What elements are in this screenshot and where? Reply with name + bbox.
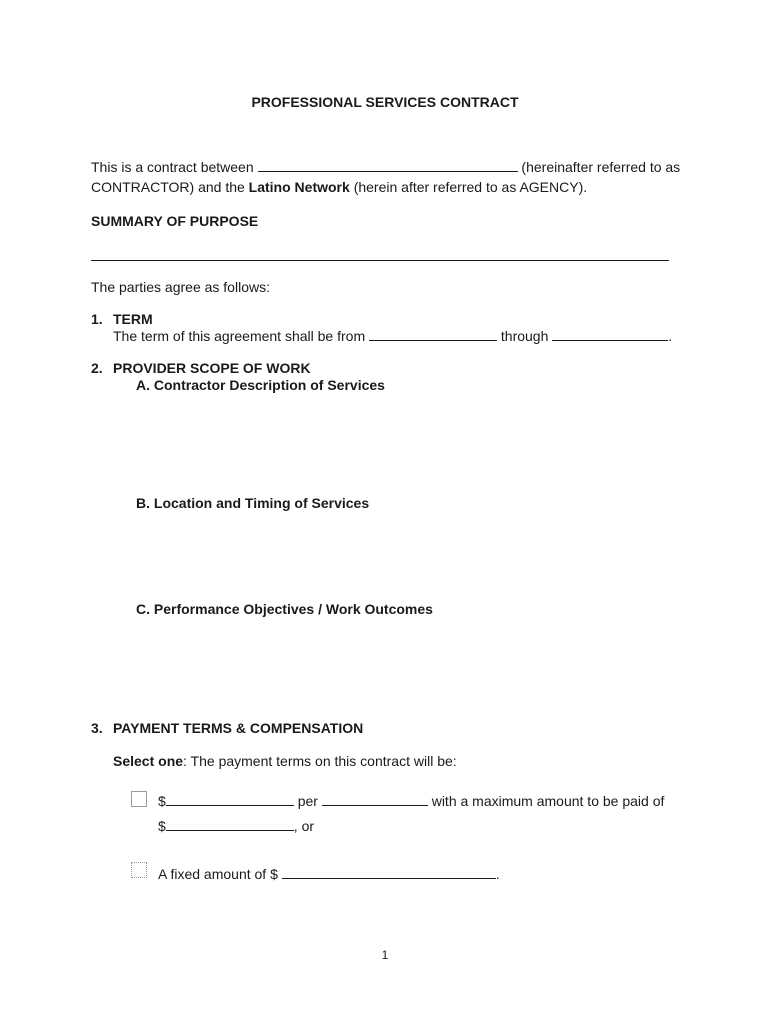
contract-title: PROFESSIONAL SERVICES CONTRACT	[251, 94, 519, 110]
option-fixed-line	[158, 865, 500, 883]
intro-line-1	[91, 158, 680, 176]
term-through: through	[500, 328, 549, 344]
intro-line2-a: CONTRACTOR) and the	[91, 179, 245, 195]
section-2-number: 2.	[91, 360, 103, 376]
summary-heading: SUMMARY OF PURPOSE	[91, 213, 259, 229]
max-dollar-sign: $	[158, 818, 166, 834]
intro-text-end: (hereinafter referred to as	[521, 159, 681, 175]
rate-amount-blank[interactable]	[166, 792, 294, 806]
fixed-amount-period: .	[495, 866, 500, 882]
select-one-label: Select one	[113, 753, 184, 769]
term-line	[113, 327, 672, 345]
intro-line2-b: (herein after referred to as AGENCY).	[353, 179, 588, 195]
term-end-blank[interactable]	[552, 327, 668, 341]
option-rate-line-2	[158, 817, 314, 835]
max-amount-blank[interactable]	[166, 817, 294, 831]
option-rate-checkbox[interactable]	[131, 791, 147, 807]
subsection-c-heading: C. Performance Objectives / Work Outcomes	[136, 601, 433, 617]
rate-dollar-sign: $	[158, 793, 166, 809]
select-one-line	[113, 752, 457, 770]
option-rate-line-1	[158, 792, 664, 810]
intro-text-start: This is a contract between	[91, 159, 254, 175]
rate-per: per	[297, 793, 318, 809]
rate-max-text: with a maximum amount to be paid of	[431, 793, 665, 809]
contractor-name-blank[interactable]	[258, 158, 518, 172]
rate-or: , or	[293, 818, 315, 834]
option-fixed-checkbox[interactable]	[131, 862, 147, 878]
select-one-text: : The payment terms on this contract will be:	[183, 753, 457, 769]
rate-unit-blank[interactable]	[322, 792, 428, 806]
summary-purpose-blank[interactable]	[91, 260, 669, 261]
term-text: The term of this agreement shall be from	[113, 328, 366, 344]
agency-name: Latino Network	[248, 179, 350, 195]
term-period: .	[668, 328, 673, 344]
section-1-heading: TERM	[113, 311, 153, 327]
intro-line-2	[91, 178, 587, 196]
fixed-amount-blank[interactable]	[282, 865, 496, 879]
subsection-b-heading: B. Location and Timing of Services	[136, 495, 370, 511]
section-2-heading: PROVIDER SCOPE OF WORK	[113, 360, 311, 376]
section-3-number: 3.	[91, 720, 103, 736]
subsection-a-heading: A. Contractor Description of Services	[136, 377, 385, 393]
section-3-heading: PAYMENT TERMS & COMPENSATION	[113, 720, 364, 736]
fixed-amount-text: A fixed amount of $	[158, 866, 278, 882]
section-1-number: 1.	[91, 311, 103, 327]
parties-text: The parties agree as follows:	[91, 279, 270, 295]
term-start-blank[interactable]	[369, 327, 497, 341]
page-number: 1	[381, 948, 389, 962]
